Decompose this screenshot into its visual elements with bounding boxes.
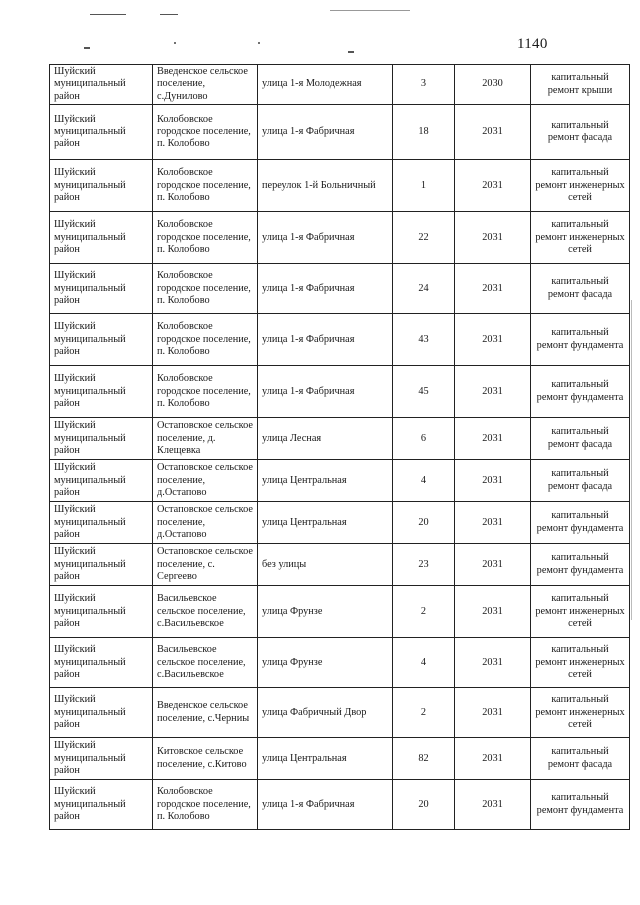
- year-cell: 2031: [455, 105, 531, 160]
- table-row: [50, 105, 630, 160]
- year-cell: 2031: [455, 264, 531, 314]
- district-cell: Шуйский муниципальный район: [50, 366, 153, 418]
- street-cell: улица 1-я Фабричная: [258, 212, 393, 264]
- year-cell: 2031: [455, 212, 531, 264]
- work-type-cell: капитальный ремонт крыши: [531, 65, 630, 105]
- house-number-cell: 22: [393, 212, 455, 264]
- scan-mark: [90, 14, 126, 15]
- district-cell: Шуйский муниципальный район: [50, 544, 153, 586]
- scan-mark: [84, 47, 90, 49]
- table-row: [50, 65, 630, 105]
- street-cell: улица Лесная: [258, 418, 393, 460]
- year-cell: 2030: [455, 65, 531, 105]
- work-type-cell: капитальный ремонт инженерных сетей: [531, 212, 630, 264]
- settlement-cell: Колобовское городское поселение, п. Колобово: [153, 212, 258, 264]
- work-type-cell: капитальный ремонт фасада: [531, 738, 630, 780]
- street-cell: улица Фабричный Двор: [258, 688, 393, 738]
- house-number-cell: 43: [393, 314, 455, 366]
- street-cell: улица 1-я Фабричная: [258, 780, 393, 830]
- district-cell: Шуйский муниципальный район: [50, 502, 153, 544]
- table-row: [50, 460, 630, 502]
- house-number-cell: 6: [393, 418, 455, 460]
- settlement-cell: Введенское сельское поселение, с.Дунилово: [153, 65, 258, 105]
- house-number-cell: 23: [393, 544, 455, 586]
- street-cell: без улицы: [258, 544, 393, 586]
- work-type-cell: капитальный ремонт фасада: [531, 460, 630, 502]
- district-cell: Шуйский муниципальный район: [50, 212, 153, 264]
- street-cell: улица 1-я Фабричная: [258, 366, 393, 418]
- work-type-cell: капитальный ремонт инженерных сетей: [531, 638, 630, 688]
- street-cell: улица 1-я Фабричная: [258, 264, 393, 314]
- settlement-cell: Введенское сельское поселение, с.Черниы: [153, 688, 258, 738]
- year-cell: 2031: [455, 502, 531, 544]
- house-number-cell: 45: [393, 366, 455, 418]
- district-cell: Шуйский муниципальный район: [50, 65, 153, 105]
- district-cell: Шуйский муниципальный район: [50, 418, 153, 460]
- street-cell: переулок 1-й Больничный: [258, 160, 393, 212]
- street-cell: улица Фрунзе: [258, 586, 393, 638]
- scan-dot: [258, 42, 260, 44]
- settlement-cell: Колобовское городское поселение, п. Колобово: [153, 105, 258, 160]
- scan-mark: [160, 14, 178, 15]
- settlement-cell: Колобовское городское поселение, п. Колобово: [153, 780, 258, 830]
- table-row: [50, 160, 630, 212]
- street-cell: улица Центральная: [258, 502, 393, 544]
- district-cell: Шуйский муниципальный район: [50, 586, 153, 638]
- street-cell: улица 1-я Фабричная: [258, 314, 393, 366]
- district-cell: Шуйский муниципальный район: [50, 314, 153, 366]
- year-cell: 2031: [455, 366, 531, 418]
- table-row: [50, 314, 630, 366]
- district-cell: Шуйский муниципальный район: [50, 638, 153, 688]
- table-row: [50, 366, 630, 418]
- house-number-cell: 18: [393, 105, 455, 160]
- street-cell: улица Фрунзе: [258, 638, 393, 688]
- work-type-cell: капитальный ремонт фундамента: [531, 780, 630, 830]
- work-type-cell: капитальный ремонт инженерных сетей: [531, 688, 630, 738]
- table-row: [50, 418, 630, 460]
- table-row: [50, 544, 630, 586]
- house-number-cell: 24: [393, 264, 455, 314]
- work-type-cell: капитальный ремонт фундамента: [531, 544, 630, 586]
- scan-dot: [174, 42, 176, 44]
- scan-mark: [330, 10, 410, 11]
- work-type-cell: капитальный ремонт фундамента: [531, 314, 630, 366]
- street-cell: улица Центральная: [258, 460, 393, 502]
- district-cell: Шуйский муниципальный район: [50, 460, 153, 502]
- district-cell: Шуйский муниципальный район: [50, 738, 153, 780]
- house-number-cell: 20: [393, 502, 455, 544]
- year-cell: 2031: [455, 688, 531, 738]
- year-cell: 2031: [455, 160, 531, 212]
- year-cell: 2031: [455, 586, 531, 638]
- house-number-cell: 2: [393, 586, 455, 638]
- work-type-cell: капитальный ремонт фасада: [531, 418, 630, 460]
- table-row: [50, 502, 630, 544]
- scan-mark: [348, 51, 354, 53]
- scan-edge-line: [631, 300, 632, 620]
- year-cell: 2031: [455, 418, 531, 460]
- settlement-cell: Остаповское сельское поселение, д.Остапово: [153, 502, 258, 544]
- settlement-cell: Колобовское городское поселение, п. Колобово: [153, 264, 258, 314]
- settlement-cell: Остаповское сельское поселение, д. Клещевка: [153, 418, 258, 460]
- settlement-cell: Васильевское сельское поселение, с.Васильевское: [153, 638, 258, 688]
- year-cell: 2031: [455, 638, 531, 688]
- work-type-cell: капитальный ремонт фасада: [531, 264, 630, 314]
- table-row: [50, 688, 630, 738]
- district-cell: Шуйский муниципальный район: [50, 688, 153, 738]
- street-cell: улица Центральная: [258, 738, 393, 780]
- table-row: [50, 586, 630, 638]
- settlement-cell: Китовское сельское поселение, с.Китово: [153, 738, 258, 780]
- table-row: [50, 264, 630, 314]
- settlement-cell: Колобовское городское поселение, п. Колобово: [153, 314, 258, 366]
- street-cell: улица 1-я Фабричная: [258, 105, 393, 160]
- work-type-cell: капитальный ремонт фундамента: [531, 502, 630, 544]
- house-number-cell: 3: [393, 65, 455, 105]
- year-cell: 2031: [455, 780, 531, 830]
- work-type-cell: капитальный ремонт фасада: [531, 105, 630, 160]
- house-number-cell: 20: [393, 780, 455, 830]
- records-table: [49, 64, 630, 830]
- house-number-cell: 1: [393, 160, 455, 212]
- settlement-cell: Васильевское сельское поселение, с.Васильевское: [153, 586, 258, 638]
- house-number-cell: 82: [393, 738, 455, 780]
- street-cell: улица 1-я Молодежная: [258, 65, 393, 105]
- house-number-cell: 4: [393, 638, 455, 688]
- year-cell: 2031: [455, 738, 531, 780]
- year-cell: 2031: [455, 544, 531, 586]
- settlement-cell: Остаповское сельское поселение, с. Сергеево: [153, 544, 258, 586]
- district-cell: Шуйский муниципальный район: [50, 160, 153, 212]
- year-cell: 2031: [455, 314, 531, 366]
- district-cell: Шуйский муниципальный район: [50, 105, 153, 160]
- table-row: [50, 212, 630, 264]
- year-cell: 2031: [455, 460, 531, 502]
- work-type-cell: капитальный ремонт инженерных сетей: [531, 160, 630, 212]
- house-number-cell: 4: [393, 460, 455, 502]
- table-row: [50, 780, 630, 830]
- page-number: 1140: [517, 36, 548, 52]
- table-row: [50, 738, 630, 780]
- district-cell: Шуйский муниципальный район: [50, 264, 153, 314]
- district-cell: Шуйский муниципальный район: [50, 780, 153, 830]
- settlement-cell: Колобовское городское поселение, п. Колобово: [153, 366, 258, 418]
- table-row: [50, 638, 630, 688]
- settlement-cell: Колобовское городское поселение, п. Колобово: [153, 160, 258, 212]
- work-type-cell: капитальный ремонт инженерных сетей: [531, 586, 630, 638]
- house-number-cell: 2: [393, 688, 455, 738]
- settlement-cell: Остаповское сельское поселение, д.Остапово: [153, 460, 258, 502]
- work-type-cell: капитальный ремонт фундамента: [531, 366, 630, 418]
